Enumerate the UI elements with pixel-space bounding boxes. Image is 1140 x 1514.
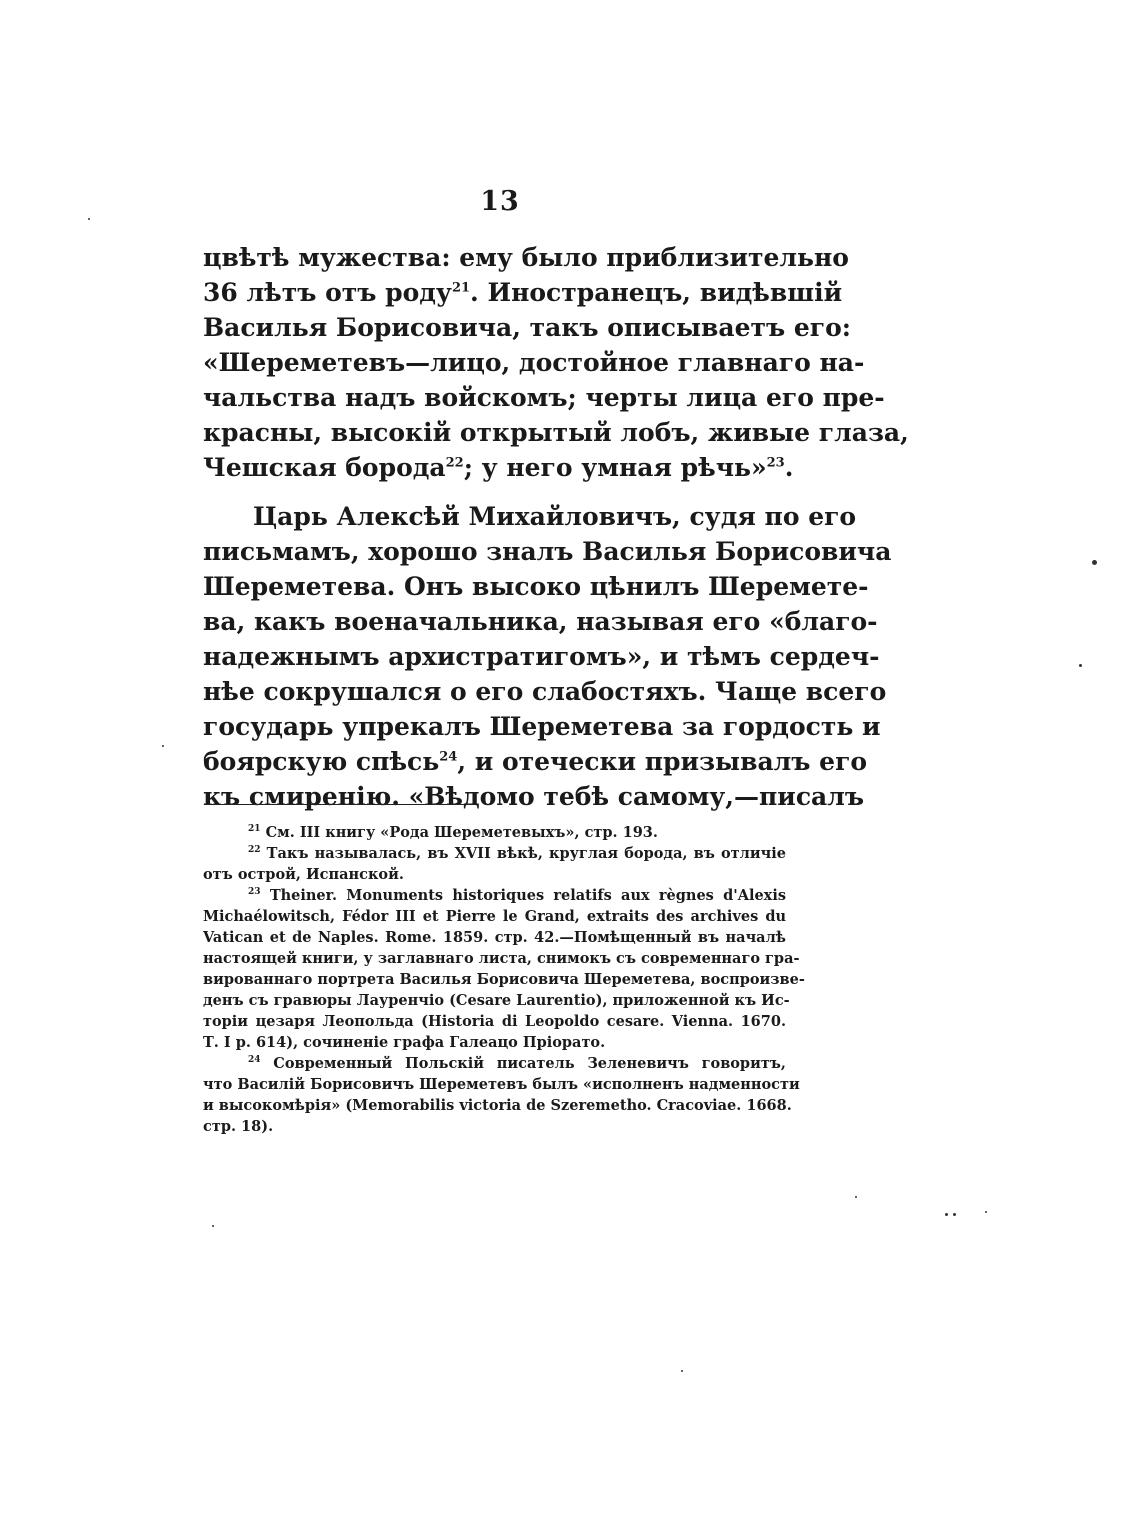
footnote-23-cont: Vatican et de Naples. Rome. 1859. стр. 42.—Помѣщенный въ началѣ <box>203 929 786 946</box>
text-line: Царь Алексѣй Михайловичъ, судя по его <box>253 502 857 531</box>
footnote-24-cont: и высокомѣрія» (Memorabilis victoria de Szeremetho. Cracoviae. 1668. <box>203 1097 792 1114</box>
text-line: ва, какъ военачальника, называя его «благо- <box>203 607 878 636</box>
body-text <box>203 240 909 814</box>
text-line: надежнымъ архистратигомъ», и тѣмъ сердеч- <box>203 642 880 671</box>
footnote-23-cont: Michaélowitsch, Fédor III et Pierre le Grand, extraits des archives du <box>203 908 786 925</box>
text-line: боярскую спѣсь$^{24}$, и отечески призывалъ его <box>203 747 868 776</box>
text-line: государь упрекалъ Шереметева за гордость и <box>203 712 881 741</box>
scan-speck <box>855 1196 857 1198</box>
footnote-ref: 23 <box>766 455 785 471</box>
footnote-23-cont: денъ съ гравюры Лауренчіо (Cesare Laurentio), приложенной къ Ис- <box>203 992 790 1009</box>
scan-speck <box>953 1213 956 1216</box>
footnote-ref: 24 <box>439 749 458 765</box>
footnote-divider <box>205 804 473 805</box>
text-line: Чешская борода$^{22}$; у него умная рѣчь»$^{23}$. <box>203 453 794 482</box>
scan-speck <box>985 1211 987 1213</box>
footnote-ref: 22 <box>445 455 464 471</box>
footnote-24-cont: что Василій Борисовичъ Шереметевъ былъ «исполненъ надменности <box>203 1076 800 1093</box>
text-line: красны, высокій открытый лобъ, живые глаза, <box>203 418 909 447</box>
scan-speck <box>1079 664 1082 667</box>
footnote-23: $^{23}$ Theiner. Monuments historiques relatifs aux règnes d'Alexis <box>248 887 786 904</box>
scan-speck <box>945 1213 948 1216</box>
text-line: 36 лѣтъ отъ роду$^{21}$. Иностранецъ, видѣвшій <box>203 278 843 307</box>
footnote-23-cont: вированнаго портрета Василья Борисовича Шереметева, воспроизве- <box>203 971 805 988</box>
text-line: цвѣтѣ мужества: ему было приблизительно <box>203 243 849 272</box>
text-line: къ смиренію. «Вѣдомо тебѣ самому,—писалъ <box>203 782 865 811</box>
scan-speck <box>212 1225 214 1227</box>
page-number: 13 <box>480 186 520 217</box>
footnote-ref: 21 <box>451 280 471 296</box>
scan-speck <box>162 745 164 747</box>
scan-speck <box>1092 560 1097 565</box>
text-line: Василья Борисовича, такъ описываетъ его: <box>203 313 852 342</box>
footnote-21: $^{21}$ См. III книгу «Рода Шереметевыхъ», стр. 193. <box>248 824 658 841</box>
text-line: письмамъ, хорошо зналъ Василья Борисовича <box>203 537 892 566</box>
footnote-23-cont: торіи цезаря Леопольда (Historia di Leopoldo cesare. Vienna. 1670. <box>203 1013 786 1030</box>
footnote-23-cont: Т. I р. 614), сочиненіе графа Галеацо Пріорато. <box>203 1034 606 1051</box>
footnote-24: $^{24}$ Современный Польскій писатель Зеленевичъ говоритъ, <box>248 1055 786 1072</box>
scan-speck <box>681 1370 683 1372</box>
footnote-22: $^{22}$ Такъ называлась, въ XVII вѣкѣ, круглая борода, въ отличіе <box>248 845 786 862</box>
text-line: чальства надъ войскомъ; черты лица его пре- <box>203 383 885 412</box>
text-line: «Шереметевъ—лицо, достойное главнаго на- <box>203 348 865 377</box>
scan-speck <box>88 218 90 220</box>
footnote-23-cont: настоящей книги, у заглавнаго листа, снимокъ съ современнаго гра- <box>203 950 800 967</box>
footnotes <box>203 822 805 1137</box>
footnote-22-cont: отъ острой, Испанской. <box>203 866 404 883</box>
text-line: нѣе сокрушался о его слабостяхъ. Чаще всего <box>203 677 887 706</box>
text-line: Шереметева. Онъ высоко цѣнилъ Шереметe- <box>203 572 869 601</box>
footnote-24-cont: стр. 18). <box>203 1118 274 1135</box>
